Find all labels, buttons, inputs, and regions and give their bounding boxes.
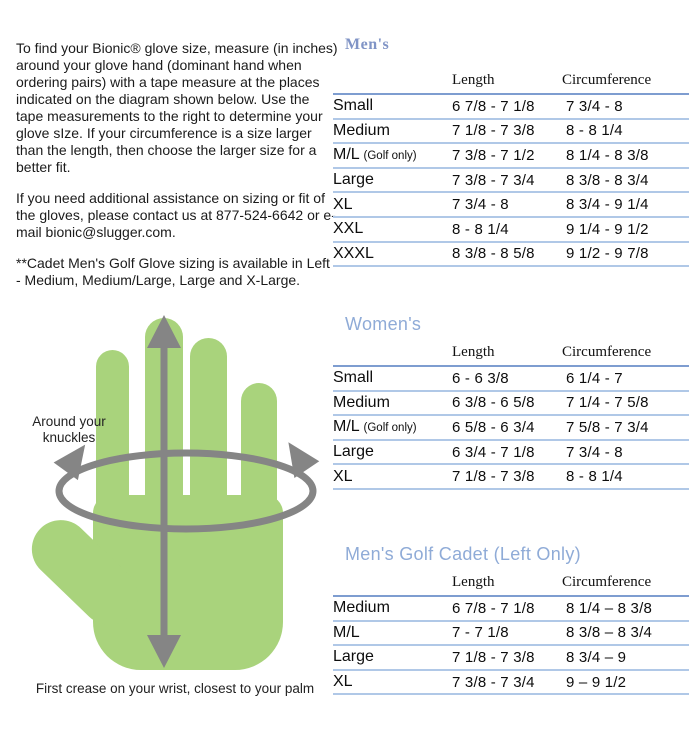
circumference-column-header: Circumference xyxy=(562,338,689,366)
table-row xyxy=(333,143,689,168)
size-label: Medium xyxy=(333,119,452,144)
length-value: 6 - 6 3/8 xyxy=(452,366,562,391)
table-row xyxy=(333,670,689,695)
cadet-size-table xyxy=(333,568,689,695)
wrist-caption: First crease on your wrist, closest to your palm xyxy=(35,681,315,696)
table-row xyxy=(333,217,689,242)
length-value: 7 3/8 - 7 3/4 xyxy=(452,670,562,695)
assistance-paragraph: If you need additional assistance on sizing or fit of the gloves, please contact us at 877-524-6642 or e-mail bionic@slugger.com. xyxy=(16,190,336,240)
hand-measurement-diagram xyxy=(0,312,345,712)
table-row xyxy=(333,119,689,144)
table-row xyxy=(333,192,689,217)
length-value: 7 1/8 - 7 3/8 xyxy=(452,464,562,489)
circumference-value: 7 3/4 - 8 xyxy=(562,94,689,119)
size-label: Medium xyxy=(333,391,452,416)
length-value: 8 - 8 1/4 xyxy=(452,217,562,242)
length-column-header: Length xyxy=(452,338,562,366)
circumference-value: 9 1/2 - 9 7/8 xyxy=(562,242,689,267)
size-column-header xyxy=(333,338,452,366)
size-label: XL xyxy=(333,464,452,489)
length-value: 7 3/8 - 7 1/2 xyxy=(452,143,562,168)
cadet-note-paragraph: **Cadet Men's Golf Glove sizing is available in Left - Medium, Medium/Large, Large and X-Large. xyxy=(16,255,330,288)
table-row xyxy=(333,596,689,621)
circumference-value: 6 1/4 - 7 xyxy=(562,366,689,391)
size-label: M/L (Golf only) xyxy=(333,415,452,440)
length-column-header: Length xyxy=(452,568,562,596)
size-label: Large xyxy=(333,440,452,465)
circumference-column-header: Circumference xyxy=(562,568,689,596)
size-label: XXXL xyxy=(333,242,452,267)
circumference-value: 9 1/4 - 9 1/2 xyxy=(562,217,689,242)
intro-paragraph: To find your Bionic® glove size, measure (in inches) around your glove hand (dominant hand when ordering pairs) with a tape measure at the places indicated on the diagram shown below. Use the tape measurements to the right to determine your glove sIze. If your circumference is a size larger than the length, then choose the larger size for a better fit. xyxy=(16,40,338,175)
circumference-value: 7 1/4 - 7 5/8 xyxy=(562,391,689,416)
circumference-value: 8 3/4 – 9 xyxy=(562,645,689,670)
table-row xyxy=(333,645,689,670)
circumference-value: 7 3/4 - 8 xyxy=(562,440,689,465)
mens-table-title: Men's xyxy=(345,36,390,53)
length-value: 7 3/4 - 8 xyxy=(452,192,562,217)
size-label: XL xyxy=(333,192,452,217)
size-label: Large xyxy=(333,168,452,193)
size-label: XXL xyxy=(333,217,452,242)
size-note: (Golf only) xyxy=(363,422,417,435)
cadet-table-title: Men's Golf Cadet (Left Only) xyxy=(345,544,581,564)
womens-size-table xyxy=(333,338,689,490)
length-value: 8 3/8 - 8 5/8 xyxy=(452,242,562,267)
header-row xyxy=(333,568,689,596)
cadet-size-section xyxy=(333,540,690,695)
circumference-value: 8 1/4 – 8 3/8 xyxy=(562,596,689,621)
circumference-value: 7 5/8 - 7 3/4 xyxy=(562,415,689,440)
table-row xyxy=(333,242,689,267)
table-row xyxy=(333,621,689,646)
table-row xyxy=(333,168,689,193)
size-label: Small xyxy=(333,366,452,391)
table-row xyxy=(333,94,689,119)
table-row xyxy=(333,440,689,465)
size-label: M/L (Golf only) xyxy=(333,143,452,168)
mens-size-section xyxy=(333,30,690,267)
length-value: 7 - 7 1/8 xyxy=(452,621,562,646)
length-value: 6 3/4 - 7 1/8 xyxy=(452,440,562,465)
womens-table-title: Women's xyxy=(345,314,422,334)
circumference-value: 8 - 8 1/4 xyxy=(562,119,689,144)
table-row xyxy=(333,464,689,489)
header-row xyxy=(333,338,689,366)
size-label: M/L xyxy=(333,621,452,646)
table-row xyxy=(333,391,689,416)
length-value: 7 1/8 - 7 3/8 xyxy=(452,119,562,144)
length-value: 7 3/8 - 7 3/4 xyxy=(452,168,562,193)
circumference-value: 8 1/4 - 8 3/8 xyxy=(562,143,689,168)
table-row xyxy=(333,366,689,391)
hand-graphic xyxy=(0,312,345,702)
size-label: XL xyxy=(333,670,452,695)
circumference-column-header: Circumference xyxy=(562,66,689,94)
circumference-value: 8 - 8 1/4 xyxy=(562,464,689,489)
length-value: 7 1/8 - 7 3/8 xyxy=(452,645,562,670)
circumference-value: 8 3/4 - 9 1/4 xyxy=(562,192,689,217)
sizing-instructions xyxy=(16,40,338,289)
knuckles-label: Around your knuckles xyxy=(32,414,106,445)
table-row xyxy=(333,415,689,440)
size-label: Large xyxy=(333,645,452,670)
size-note: (Golf only) xyxy=(363,150,417,163)
size-column-header xyxy=(333,568,452,596)
circumference-value: 8 3/8 - 8 3/4 xyxy=(562,168,689,193)
length-value: 6 7/8 - 7 1/8 xyxy=(452,94,562,119)
womens-size-section xyxy=(333,310,690,490)
size-label: Small xyxy=(333,94,452,119)
length-value: 6 3/8 - 6 5/8 xyxy=(452,391,562,416)
length-value: 6 7/8 - 7 1/8 xyxy=(452,596,562,621)
size-label: Medium xyxy=(333,596,452,621)
size-column-header xyxy=(333,66,452,94)
mens-size-table xyxy=(333,66,689,267)
length-value: 6 5/8 - 6 3/4 xyxy=(452,415,562,440)
length-column-header: Length xyxy=(452,66,562,94)
header-row xyxy=(333,66,689,94)
circumference-value: 9 – 9 1/2 xyxy=(562,670,689,695)
circumference-value: 8 3/8 – 8 3/4 xyxy=(562,621,689,646)
